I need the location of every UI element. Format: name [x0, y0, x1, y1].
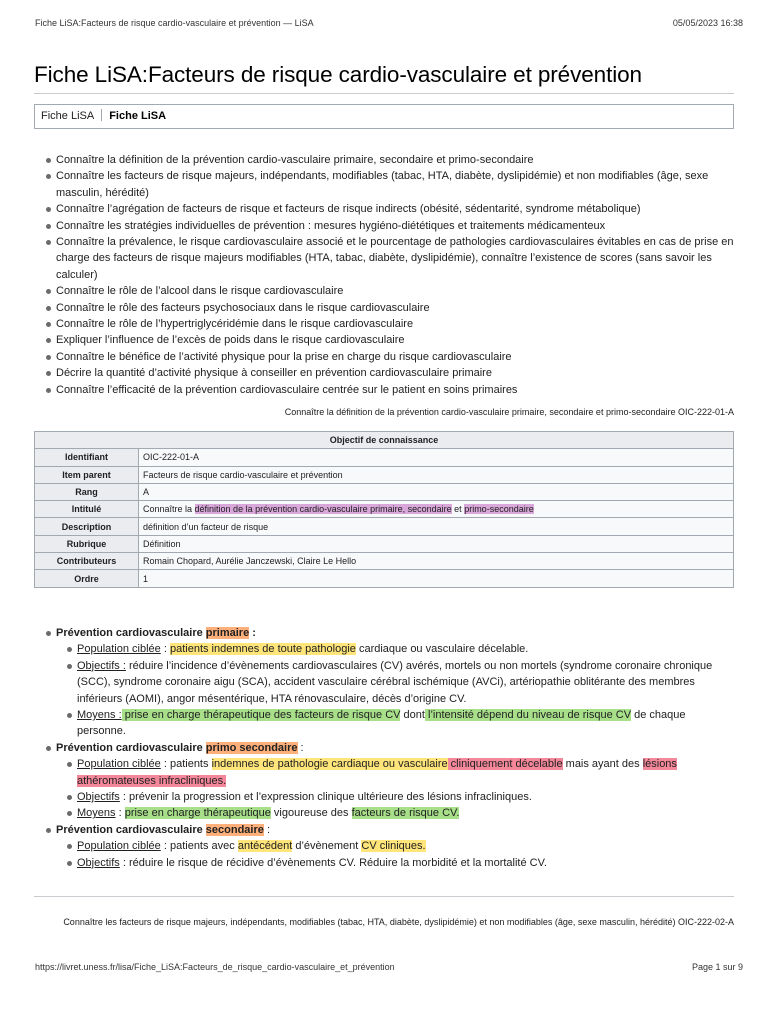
list-item: Objectifs : réduire le risque de récidive d’évènements CV. Réduire la morbidité et la mortalité CV.: [77, 855, 736, 871]
list-item: Population ciblée : patients indemnes de pathologie cardiaque ou vasculaire cliniquement décelable mais ayant des lésions athéromateuses infracliniques.: [77, 756, 736, 789]
row-label: Ordre: [35, 570, 139, 587]
knowledge-objective-table: [34, 431, 734, 588]
row-label: Contributeurs: [35, 553, 139, 570]
page-url: https://livret.uness.fr/lisa/Fiche_LiSA:Facteurs_de_risque_cardio-vasculaire_et_prévention: [35, 962, 395, 972]
table-row: [35, 483, 734, 500]
list-item: Objectifs : réduire l’incidence d’évènements cardiovasculaires (CV) avérés, mortels ou non mortels (syndrome coronaire chronique (SCC), syndrome coronaire aigu (SCA), accident vasculaire cérébral ischémique (AVCi), artériopathie oblitérante des membres inférieurs (AOMI), angor mésentérique, HTA rénovasculaire, décès d’origine CV.: [77, 658, 736, 707]
text-highlight: CV cliniques.: [361, 840, 426, 853]
text-highlight: antécédent: [237, 840, 293, 853]
objectifs-label: Objectifs: [77, 856, 120, 869]
rang-value: A: [139, 483, 734, 500]
intitule-value: [139, 501, 734, 518]
text-highlight: l’intensité dépend du niveau de risque CV: [424, 709, 632, 722]
row-label: Item parent: [35, 466, 139, 483]
objective-item[interactable]: Décrire la quantité d’activité physique à conseiller en prévention cardiovasculaire primaire: [56, 365, 736, 381]
list-item: Moyens : prise en charge thérapeutique des facteurs de risque CV dont l’intensité dépend du niveau de risque CV de chaque personne.: [77, 707, 736, 740]
objective-item[interactable]: Expliquer l’influence de l’excès de poids dans le risque cardiovasculaire: [56, 332, 736, 348]
heading-highlight: primaire: [205, 627, 250, 639]
section-heading: Prévention cardiovasculaire primaire :: [56, 627, 256, 639]
prevention-primaire: [56, 625, 736, 740]
table-row: [35, 553, 734, 570]
section-heading: Prévention cardiovasculaire primo secondaire :: [56, 741, 304, 754]
item-parent-value[interactable]: Facteurs de risque cardio-vasculaire et prévention: [139, 466, 734, 483]
sub-list: [77, 756, 736, 822]
row-label: Identifiant: [35, 449, 139, 466]
title-divider: [34, 93, 734, 94]
objectifs-label: Objectifs: [77, 791, 120, 804]
page-number: Page 1 sur 9: [691, 962, 743, 972]
page-title: Fiche LiSA:Facteurs de risque cardio-vasculaire et prévention: [34, 62, 642, 87]
sub-list: [77, 838, 736, 871]
intitule-text: et: [451, 504, 465, 515]
moyens-label: Moyens :: [77, 709, 122, 722]
moyens-label: Moyens: [77, 807, 116, 820]
sub-list: [77, 641, 736, 739]
ordre-value: 1: [139, 570, 734, 587]
rubrique-value: Définition: [139, 535, 734, 552]
objective-item[interactable]: Connaître le rôle des facteurs psychosociaux dans le risque cardiovasculaire: [56, 300, 736, 316]
objective-item[interactable]: Connaître l’efficacité de la prévention cardiovasculaire centrée sur le patient en soins primaires: [56, 382, 736, 398]
heading-highlight: primo secondaire: [205, 741, 298, 754]
section-heading: Prévention cardiovasculaire secondaire :: [56, 823, 271, 836]
text-highlight: prise en charge thérapeutique des facteurs de risque CV: [121, 709, 401, 722]
section-divider: [34, 896, 734, 897]
intitule-highlight: définition de la prévention cardio-vasculaire primaire, secondaire: [194, 504, 452, 515]
print-header: [35, 18, 743, 32]
text-highlight: patients indemnes de toute pathologie: [169, 643, 356, 656]
text-highlight: facteurs de risque CV.: [351, 807, 460, 820]
objectives-list: [56, 152, 736, 398]
text-highlight: cliniquement décelable: [447, 758, 563, 771]
text-highlight: lésions athéromateuses infracliniques.: [77, 758, 677, 787]
table-row: [35, 518, 734, 535]
identifiant-value: OIC-222-01-A: [139, 449, 734, 466]
prevention-list: [56, 625, 736, 871]
print-header-datetime: 05/05/2023 16:38: [672, 18, 743, 28]
prevention-primo-secondaire: [56, 740, 736, 822]
objective-item[interactable]: Connaître le rôle de l’alcool dans le risque cardiovasculaire: [56, 283, 736, 299]
intitule-highlight: primo-secondaire: [464, 504, 534, 515]
list-item: Population ciblée : patients avec antécédent d’évènement CV cliniques.: [77, 838, 736, 854]
list-item: Objectifs : prévenir la progression et l’expression clinique ultérieure des lésions infracliniques.: [77, 789, 736, 805]
table-row: [35, 501, 734, 518]
table-row: [35, 535, 734, 552]
objective-item[interactable]: Connaître les stratégies individuelles de prévention : mesures hygiéno-diététiques et traitements médicamenteux: [56, 218, 736, 234]
section-anchor-oic-222-01: Connaître la définition de la prévention cardio-vasculaire primaire, secondaire et primo-secondaire OIC-222-01-A: [284, 407, 734, 417]
objective-item[interactable]: Connaître la définition de la prévention cardio-vasculaire primaire, secondaire et primo-secondaire: [56, 152, 736, 168]
row-label: Rubrique: [35, 535, 139, 552]
text-highlight: prise en charge thérapeutique: [124, 807, 271, 820]
objective-item[interactable]: Connaître le bénéfice de l’activité physique pour la prise en charge du risque cardiovasculaire: [56, 349, 736, 365]
section-anchor-oic-222-02: Connaître les facteurs de risque majeurs, indépendants, modifiables (tabac, HTA, diabète, dyslipidémie) et non modifiables (âge, sexe masculin, hérédité) OIC-222-02-A: [63, 917, 734, 927]
objective-item[interactable]: Connaître les facteurs de risque majeurs, indépendants, modifiables (tabac, HTA, diabète, dyslipidémie) et non modifiables (âge, sexe masculin, hérédité): [56, 168, 736, 201]
breadcrumb-link-fiche-lisa[interactable]: Fiche LiSA: [41, 110, 95, 122]
breadcrumb-separator: [101, 109, 102, 121]
table-row: [35, 570, 734, 587]
objectifs-label: Objectifs :: [77, 659, 126, 672]
prevention-secondaire: [56, 822, 736, 871]
table-row: [35, 449, 734, 466]
table-header: Objectif de connaissance: [35, 432, 734, 449]
population-label: Population ciblée: [77, 840, 161, 853]
print-header-title: Fiche LiSA:Facteurs de risque cardio-vasculaire et prévention — LiSA: [35, 18, 314, 28]
text-highlight: indemnes de pathologie cardiaque ou vasculaire: [211, 758, 448, 771]
objective-item[interactable]: Connaître le rôle de l’hypertriglycéridémie dans le risque cardiovasculaire: [56, 316, 736, 332]
heading-highlight: secondaire: [205, 823, 264, 836]
row-label: Intitulé: [35, 501, 139, 518]
row-label: Description: [35, 518, 139, 535]
list-item: Moyens : prise en charge thérapeutique vigoureuse des facteurs de risque CV.: [77, 805, 736, 821]
population-label: Population ciblée: [77, 643, 161, 656]
table-row: [35, 466, 734, 483]
list-item: Population ciblée : patients indemnes de toute pathologie cardiaque ou vasculaire décelable.: [77, 641, 736, 657]
breadcrumb: [34, 104, 734, 129]
population-label: Population ciblée: [77, 758, 161, 771]
breadcrumb-current: Fiche LiSA: [109, 110, 167, 122]
contributeurs-value: Romain Chopard, Aurélie Janczewski, Claire Le Hello: [139, 553, 734, 570]
row-label: Rang: [35, 483, 139, 500]
description-value: définition d’un facteur de risque: [139, 518, 734, 535]
objective-item[interactable]: Connaître l’agrégation de facteurs de risque et facteurs de risque indirects (obésité, sédentarité, syndrome métabolique): [56, 201, 736, 217]
intitule-text: Connaître la: [143, 504, 195, 515]
objective-item[interactable]: Connaître la prévalence, le risque cardiovasculaire associé et le pourcentage de pathologies cardiovasculaires évitables en cas de prise en charge des facteurs de risque majeurs modifiables (HTA, tabac, diabète, dyslipidémie), connaître l’existence de scores (sans savoir les calculer): [56, 234, 736, 283]
